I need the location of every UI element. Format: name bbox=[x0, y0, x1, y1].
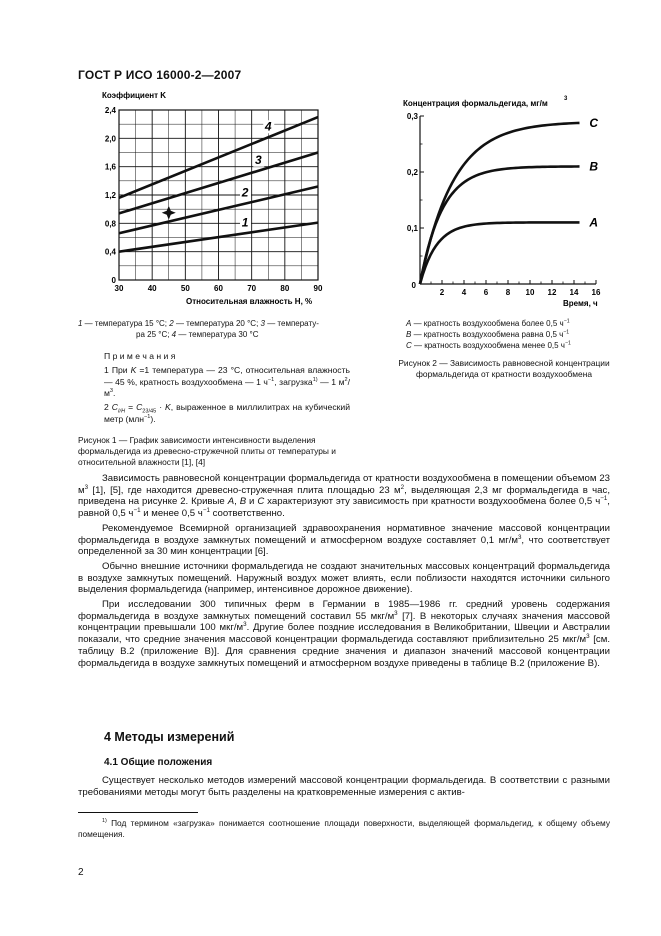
figure-2-chart bbox=[398, 88, 613, 310]
footnote-separator bbox=[78, 812, 198, 813]
f2-series-label-C: C bbox=[589, 115, 599, 130]
figure-1-y-ticks bbox=[105, 106, 117, 285]
figure-2-y-axis-label: Концентрация формальдегида, мг/м bbox=[403, 99, 548, 108]
figure-1-reference-marker bbox=[162, 206, 176, 220]
f1-series-label-2: 2 bbox=[241, 185, 249, 200]
f1-ytick-0,8: 0,8 bbox=[104, 219, 116, 229]
figure-1-x-axis-label: Относительная влажность H, % bbox=[186, 297, 313, 306]
f2-xtick-16: 16 bbox=[591, 288, 601, 297]
f1-xtick-70: 70 bbox=[247, 284, 257, 293]
figure-2-legend-b: B — кратность воздухообмена равна 0,5 $ч^{-1}$ bbox=[406, 329, 570, 339]
f1-series-label-1: 1 bbox=[241, 215, 249, 230]
f2-series-label-B: B bbox=[589, 159, 599, 174]
f2-xtick-12: 12 bbox=[547, 288, 557, 297]
figure-1-x-ticks bbox=[115, 284, 323, 293]
figure-1-chart bbox=[78, 86, 338, 311]
f1-xtick-60: 60 bbox=[214, 284, 223, 293]
f2-xtick-2: 2 bbox=[439, 288, 445, 297]
f1-xtick-50: 50 bbox=[180, 284, 190, 293]
document-header: ГОСТ Р ИСО 16000-2—2007 bbox=[78, 68, 242, 82]
f1-series-label-3: 3 bbox=[254, 152, 262, 167]
figure-2-legend-a: A — кратность воздухообмена более 0,5 $ч^{-1}$ bbox=[406, 318, 570, 328]
f1-ytick-2,4: 2,4 bbox=[104, 106, 116, 115]
f2-xtick-10: 10 bbox=[525, 288, 535, 297]
figure-2-caption: Рисунок 2 — Зависимость равновесной концентрации формальдегида от кратности воздухообмена bbox=[398, 358, 610, 379]
figure-1-notes-title: П р и м е ч а н и я bbox=[104, 351, 176, 361]
f1-ytick-1,2: 1,2 bbox=[104, 191, 116, 200]
figure-2-legend-c: C — кратность воздухообмена менее 0,5 $ч^{-1}$ bbox=[406, 340, 571, 350]
f1-ytick-0: 0 bbox=[111, 276, 116, 285]
figure-2-y-ticks bbox=[407, 112, 424, 290]
paragraph-2: Рекомендуемое Всемирной организацией здравоохранения нормативное значение массовой концентрации формальдегида в воздухе замкнутых помещений и атмосферном воздухе составляет 0,1 $мг/м^3$, что соответствует определенной за 30 мин концентрации [6]. bbox=[78, 522, 610, 558]
section-4-heading: 4 Методы измерений bbox=[104, 730, 235, 744]
f1-xtick-40: 40 bbox=[147, 284, 157, 293]
f2-origin-label: 0 bbox=[411, 281, 416, 290]
f1-xtick-90: 90 bbox=[313, 284, 323, 293]
figure-1-caption: Рисунок 1 — График зависимости интенсивности выделения формальдегида из древесно-стружечной плиты от температуры и относительной влажности [1], [4] bbox=[78, 435, 336, 467]
paragraph-1: Зависимость равновесной концентрации формальдегида от кратности воздухообмена в помещении объемом 23 $м^3$ [1], [5], где находится древесно-стружечная плита площадью 23 $м^2$, выделяющая 2,3 мг формальдегида в час, приведена на рисунке 2. Кривые A, B и C характеризуют эту зависимость при кратности воздухообмена более 0,5 $ч^{-1}$, равной 0,5 $ч^{-1}$ и менее 0,5 $ч^{-1}$ соответственно. bbox=[78, 473, 610, 520]
section-4-1-heading: 4.1 Общие положения bbox=[104, 757, 213, 768]
page-number: 2 bbox=[78, 867, 84, 878]
figure-1-note-2: 2 $C_{I/H} = C_{23/45} \cdot K$, выраженное в миллилитрах на кубический метр (млн$^{-1}$). bbox=[104, 402, 350, 424]
body-text bbox=[78, 473, 610, 672]
f1-marker-star bbox=[162, 206, 176, 220]
footnote: $^{1)}$ Под термином «загрузка» понимается соотношение площади поверхности, выделяющей формальдегид, к общему объему помещения. bbox=[78, 818, 610, 839]
figure-1-note-1: 1 При K =1 температура — 23 °С, относительная влажность — 45 %, кратность воздухообмена — 1 $ч^{-1}$, загрузка$^{1)}$ — 1 $м^2/м^3$. bbox=[104, 365, 350, 399]
f2-xtick-8: 8 bbox=[505, 288, 511, 297]
f2-series-curve-A bbox=[420, 222, 580, 284]
f1-series-label-4: 4 bbox=[264, 119, 272, 134]
paragraph-5: Существует несколько методов измерений массовой концентрации формальдегида. В соответствии с разными требованиями методы могут быть разделены на кратковременные измерения с актив- bbox=[78, 775, 610, 798]
f1-ytick-2,0: 2,0 bbox=[104, 134, 116, 144]
f2-xtick-14: 14 bbox=[569, 288, 579, 297]
f1-ytick-0,4: 0,4 bbox=[104, 247, 116, 257]
f2-xtick-6: 6 bbox=[483, 288, 489, 297]
f2-ytick-0,1: 0,1 bbox=[406, 224, 418, 233]
f2-ytick-0,3: 0,3 bbox=[406, 112, 418, 121]
paragraph-5-container bbox=[78, 775, 610, 801]
f2-xtick-4: 4 bbox=[461, 288, 467, 297]
figure-2-y-axis-label-superscript: 3 bbox=[564, 96, 568, 102]
figure-1-y-axis-label: Коэффициент K bbox=[102, 91, 167, 100]
f2-series-curve-C bbox=[420, 123, 580, 284]
f2-series-label-A: A bbox=[589, 215, 599, 230]
paragraph-3: Обычно внешние источники формальдегида не создают значительных массовых концентраций формальдегида в воздухе замкнутых помещений. Наружный воздух может влиять, если поблизости находятся источники сильного выделения формальдегида (например, интенсивное дорожное движение). bbox=[78, 560, 610, 596]
f2-ytick-0,2: 0,2 bbox=[406, 168, 418, 177]
figure-1-grid bbox=[119, 110, 318, 280]
f1-ytick-1,6: 1,6 bbox=[104, 162, 116, 172]
figure-2-series bbox=[420, 116, 598, 284]
figure-1-legend: 1 — температура 15 °С; 2 — температура 20 °С; 3 — температу- ра 25 °С; 4 — температура 30 °С bbox=[78, 319, 319, 339]
figure-2-x-axis-label: Время, ч bbox=[563, 299, 598, 308]
figure-2-x-ticks bbox=[420, 280, 601, 297]
paragraph-4: При исследовании 300 типичных ферм в Германии в 1985—1986 гг. средний уровень содержания формальдегида в воздухе замкнутых помещений составил 55 мкг/$м^3$ [7]. В некоторых случаях значения массовой концентрации превышали 100 мкг/$м^3$. Другие более поздние исследования в Великобритании, Швеции и Австралии показали, что средние значения массовой концентрации формальдегида составляют приблизительно 25 мкг/$м^3$ [см. таблицу В.2 (приложение В)]. Для сравнения средние значения и диапазон значений массовой концентрации формальдегида в воздухе замкнутых помещений и атмосферном воздухе приведены в таблице В.2 (приложение В). bbox=[78, 599, 610, 669]
figure-2-legend bbox=[406, 318, 611, 351]
f2-series-curve-B bbox=[420, 166, 580, 284]
f1-xtick-30: 30 bbox=[114, 284, 124, 293]
f1-xtick-80: 80 bbox=[280, 284, 290, 293]
